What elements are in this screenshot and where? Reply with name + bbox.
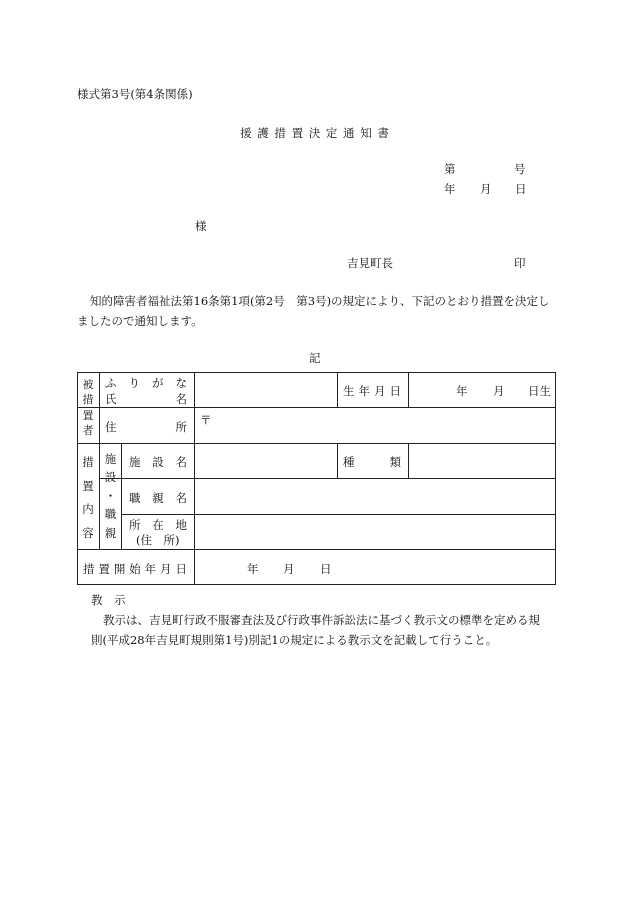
ref-dai: 第: [444, 162, 456, 176]
shokushin-name-char: 職: [129, 491, 141, 505]
person-header: [81, 379, 95, 436]
facility-header-char: 施: [104, 452, 117, 466]
shimei-label: [105, 391, 187, 407]
birthdate-label-char: 月: [374, 384, 386, 398]
kyouji-line-2: 則(平成28年吉見町規則第1号)別記1の規定による教示文を記載して行うこと。: [91, 633, 498, 647]
facility-header-char: ・: [104, 488, 117, 503]
shokushin-name-label: [129, 490, 187, 506]
date-nen: 年: [444, 182, 456, 196]
body-line-1: 知的障害者福祉法第16条第1項(第2号 第3号)の規定により、下記のとおり措置を決定し: [90, 294, 550, 308]
issuer-seal: 印: [514, 256, 526, 270]
shimei-char: 名: [175, 392, 187, 406]
name-input-cell[interactable]: [195, 373, 337, 407]
type-label-char: 類: [389, 455, 401, 469]
ref-gou: 号: [514, 162, 526, 176]
address-input-cell[interactable]: [217, 409, 553, 442]
type-input-cell[interactable]: [409, 444, 555, 478]
kyouji-line-1: 教示は、吉見町行政不服審査法及び行政事件訴訟法に基づく教示文の標準を定める規: [103, 613, 540, 627]
shokushin-name-char: 名: [175, 491, 187, 505]
document-title: 援 護 措 置 決 定 通 知 書: [240, 126, 390, 140]
address-label: [105, 419, 187, 435]
start-date-label-char: 始: [129, 562, 141, 576]
start-date-label-char: 措: [83, 562, 95, 576]
person-header-char: 者: [82, 423, 94, 437]
person-header-char: 置: [82, 408, 94, 422]
facility-name-input-cell[interactable]: [195, 444, 337, 478]
location-sub-label: (住 所): [136, 533, 180, 547]
furigana-char: な: [175, 376, 187, 390]
facility-name-label: [129, 454, 187, 470]
facility-header-char: 親: [104, 525, 117, 540]
facility-header: [104, 454, 117, 539]
content-header-char: 置: [82, 478, 94, 493]
start-date-label-char: 年: [144, 562, 157, 576]
location-input-cell[interactable]: [195, 515, 555, 549]
facility-name-char: 設: [152, 455, 164, 469]
form-number: 様式第3号(第4条関係): [77, 87, 193, 101]
shokushin-name-char: 親: [152, 491, 164, 505]
shokushin-name-input-cell[interactable]: [195, 479, 555, 514]
ki-heading: 記: [309, 351, 321, 365]
body-line-2: ましたので通知します。: [77, 314, 203, 328]
start-day: 日: [320, 562, 332, 576]
furigana-char: り: [128, 376, 140, 390]
location-label: [129, 517, 187, 533]
date-tsuki: 月: [480, 182, 492, 196]
start-date-label: [83, 561, 187, 577]
shimei-char: 氏: [105, 392, 117, 406]
facility-name-char: 名: [175, 455, 187, 469]
start-date-label-char: 開: [113, 562, 126, 576]
birth-year: 年: [456, 384, 468, 398]
content-header-char: 容: [82, 525, 94, 540]
furigana-char: が: [152, 376, 164, 390]
location-label-char: 地: [175, 518, 187, 532]
start-date-label-char: 置: [98, 562, 110, 576]
start-month: 月: [283, 562, 295, 576]
person-header-char: 措: [82, 393, 94, 407]
start-date-label-char: 日: [175, 562, 187, 576]
birth-day: 日生: [528, 384, 551, 398]
birthdate-label-char: 年: [358, 384, 370, 398]
measure-table: [77, 372, 556, 585]
person-header-char: 被: [82, 378, 94, 391]
birth-month: 月: [493, 384, 505, 398]
recipient-sama: 様: [195, 219, 207, 233]
birthdate-label: [343, 383, 401, 399]
issuer-name: 吉見町長: [347, 256, 393, 270]
date-hi: 日: [515, 182, 527, 196]
postal-mark: 〒: [200, 413, 212, 427]
content-header-char: 措: [82, 455, 94, 469]
start-year: 年: [247, 562, 259, 576]
address-label-char: 所: [175, 420, 187, 434]
content-header: [81, 457, 95, 539]
birthdate-label-char: 日: [389, 384, 401, 398]
address-label-char: 住: [105, 420, 117, 434]
start-date-label-char: 月: [160, 562, 172, 576]
birthdate-label-char: 生: [343, 384, 355, 398]
type-label-char: 種: [343, 455, 355, 469]
content-header-char: 内: [82, 502, 94, 516]
furigana-char: ふ: [105, 376, 117, 390]
facility-header-char: 職: [104, 507, 117, 522]
facility-name-char: 施: [129, 455, 141, 469]
furigana-label: [105, 375, 187, 391]
location-label-char: 所: [129, 518, 141, 532]
type-label: [343, 454, 401, 470]
kyouji-heading: 教 示: [91, 593, 126, 607]
location-label-char: 在: [152, 518, 164, 532]
facility-header-char: 設: [104, 470, 117, 485]
